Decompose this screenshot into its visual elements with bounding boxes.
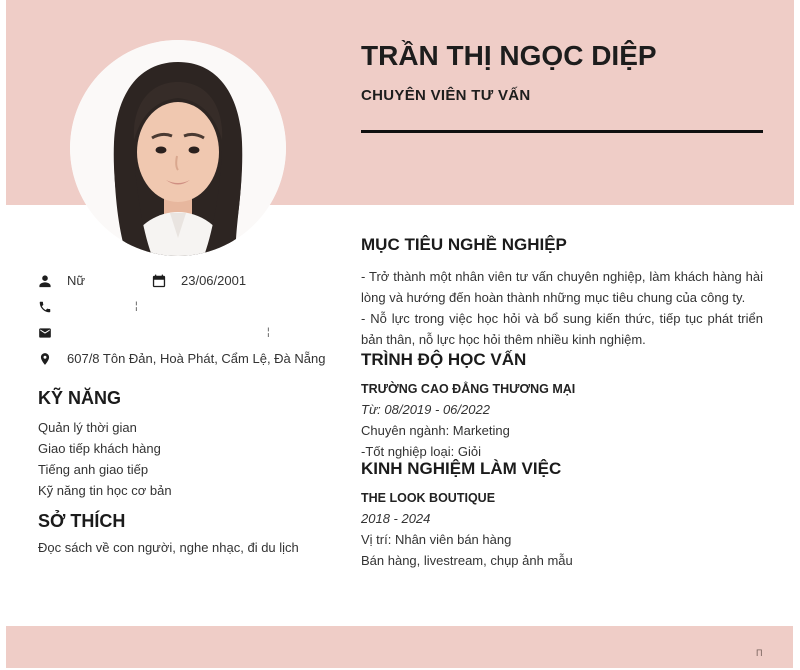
hobbies-text: Đọc sách về con người, nghe nhạc, đi du lịch <box>38 540 299 555</box>
skills-heading: KỸ NĂNG <box>38 388 122 408</box>
footer-pink-band <box>6 626 793 668</box>
info-row-address <box>38 350 343 367</box>
person-icon <box>38 273 54 288</box>
header-divider <box>361 130 763 133</box>
experience-period: 2018 - 2024 <box>361 511 431 526</box>
skill-item: Kỹ năng tin học cơ bản <box>38 483 172 498</box>
info-row-email <box>38 324 343 341</box>
skill-item: Tiếng anh giao tiếp <box>38 462 149 477</box>
profile-photo <box>70 40 286 256</box>
skill-item: Giao tiếp khách hàng <box>38 441 161 456</box>
location-icon <box>38 351 54 366</box>
email-icon <box>38 325 54 340</box>
experience-position: Vị trí: Nhân viên bán hàng <box>361 532 512 547</box>
info-row-phone <box>38 298 343 315</box>
skills-list <box>38 417 172 501</box>
objective-heading: MỤC TIÊU NGHỀ NGHIỆP <box>361 235 567 254</box>
main-column <box>361 235 763 568</box>
address-value: 607/8 Tôn Đản, Hoà Phát, Cẩm Lệ, Đà Nẵng <box>67 351 326 366</box>
phone-icon <box>38 299 54 314</box>
objective-paragraph: - Nỗ lực trong việc học hỏi và bổ sung kiến thức, tiếp tục phát triển bản thân, nỗ lực học hỏi thêm nhiều kinh nghiệm. <box>361 311 763 347</box>
info-row-gender-dob <box>38 272 343 289</box>
skill-item: Quản lý thời gian <box>38 420 137 435</box>
experience-company: THE LOOK BOUTIQUE <box>361 491 496 505</box>
phone-redaction-mark: ¦ <box>135 301 138 312</box>
email-redaction-mark: ¦ <box>267 327 270 338</box>
watermark-glyph: Π <box>756 648 763 658</box>
education-grade: -Tốt nghiệp loại: Giỏi <box>361 444 481 459</box>
gender-value: Nữ <box>67 273 86 288</box>
hobbies-heading: SỞ THÍCH <box>38 511 126 531</box>
experience-description: Bán hàng, livestream, chụp ảnh mẫu <box>361 553 573 568</box>
candidate-job-title: CHUYÊN VIÊN TƯ VẤN <box>361 87 531 104</box>
candidate-name: TRẦN THỊ NGỌC DIỆP <box>361 40 657 71</box>
portrait-illustration <box>70 40 286 256</box>
calendar-icon <box>152 273 168 288</box>
education-heading: TRÌNH ĐỘ HỌC VẤN <box>361 350 527 369</box>
experience-heading: KINH NGHIỆM LÀM VIỆC <box>361 459 562 478</box>
education-major: Chuyên ngành: Marketing <box>361 423 510 438</box>
dob-value: 23/06/2001 <box>181 273 247 288</box>
education-school: TRƯỜNG CAO ĐẲNG THƯƠNG MẠI <box>361 382 576 396</box>
personal-info <box>38 272 343 376</box>
objective-paragraph: - Trở thành một nhân viên tư vấn chuyên nghiệp, làm khách hàng hài lòng và hướng đến hoàn thành những mục tiêu chung của công ty. <box>361 269 763 305</box>
education-period: Từ: 08/2019 - 06/2022 <box>361 402 490 417</box>
objective-paragraphs <box>361 266 763 350</box>
